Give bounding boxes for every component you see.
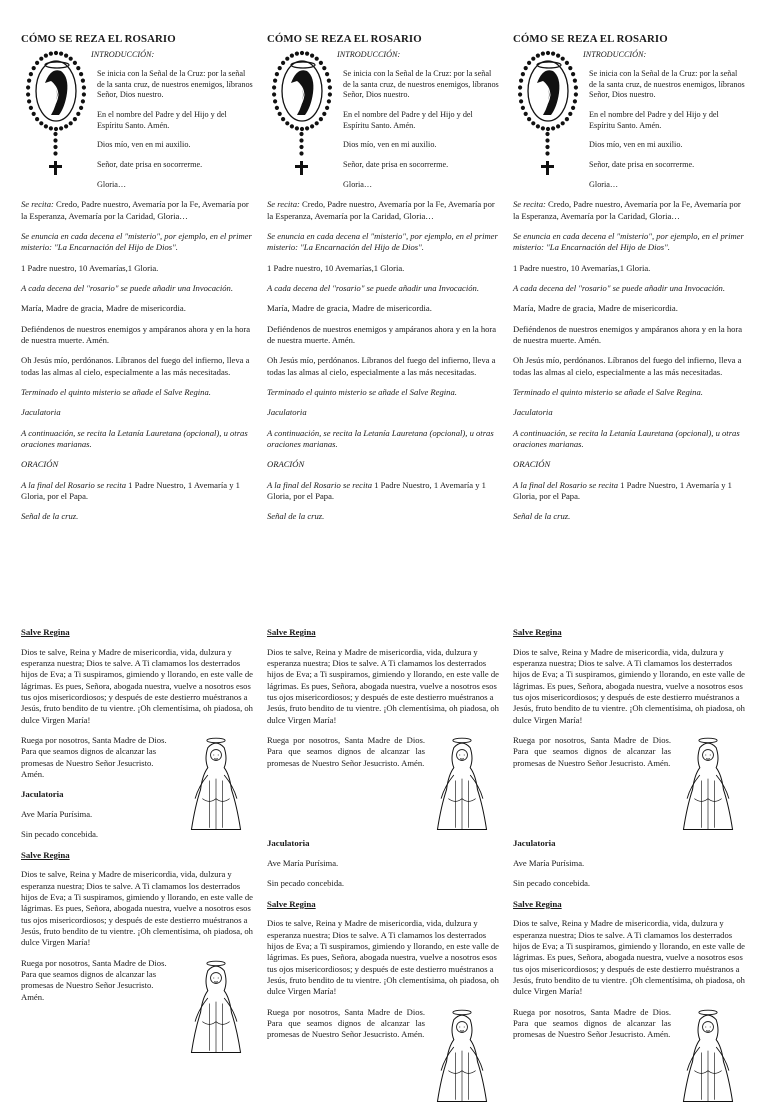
se-enuncia-paragraph: Se enuncia en cada decena el "misterio", por ejemplo, en el primer misterio: "La Encarnación del Hijo de Dios". (513, 230, 744, 253)
virgin-mary-icon (425, 1007, 499, 1107)
se-recita-label: Se recita: (267, 199, 300, 210)
rosary-bead (571, 106, 575, 110)
final-text: 1 Padre Nuestro, 1 Avemaría y 1 Gloria, por el Papa. (267, 479, 486, 501)
rosary-bead (39, 57, 43, 61)
salve-regina-text: Dios te salve, Reina y Madre de misericordia, vida, dulzura y esperanza nuestra; Dios te salve. A Ti clamamos los desterrados hijos de Eva; a Ti suspiramos, gimiendo y llorando, en este valle de lágrimas. Es pues, Señora, abogada nuestra, vuelve a nosotros esos tus ojos misericordiosos; y después de este destierro muéstranos a Jesús, fruto bendito de tu vientre. ¡Oh clementísima, oh piadosa, oh dulce Virgen María! (513, 918, 745, 997)
page-title: CÓMO SE REZA EL ROSARIO (267, 33, 422, 45)
rosary-bead (81, 79, 85, 83)
intro-line: Se inicia con la Señal de la Cruz: por la señal de la santa cruz, de nuestros enemigos, líbranos Señor, Dios nuestro. (97, 68, 253, 100)
jaculatoria-label: Jaculatoria (513, 407, 553, 418)
se-recita-text: Credo, Padre nuestro, Avemaría por la Fe, Avemaría por la Esperanza, Avemaría por la Caridad, Gloria… (267, 199, 495, 221)
rosary-bead (49, 52, 53, 56)
continuacion-paragraph: A continuación, se recita la Letanía Lauretana (opcional), u otras oraciones marianas. (513, 427, 740, 449)
virgin-mary-icon (671, 735, 745, 835)
rosary-bead (536, 125, 540, 129)
rosary-bead (518, 93, 522, 97)
rosary-bead (299, 139, 303, 143)
rosary-bead (556, 54, 560, 58)
rosary-bead (521, 106, 525, 110)
rosary-bead (322, 66, 326, 70)
rosary-bead (322, 112, 326, 116)
rosary-bead (545, 145, 549, 149)
decena-invocation-paragraph: A cada decena del "rosario" se puede añadir una Invocación. (21, 282, 233, 293)
rosary-bead (315, 57, 319, 61)
final-label: A la final del Rosario se recita (21, 479, 127, 490)
rosary-bead (521, 72, 525, 76)
rosary-bead (29, 72, 33, 76)
rosary-bead (545, 152, 549, 156)
rosary-bead (59, 52, 63, 56)
salve-regina-title: Salve Regina (21, 627, 70, 637)
rosary-virgin-icon (21, 49, 91, 179)
padre-nuestro-paragraph: 1 Padre nuestro, 10 Avemarías,1 Gloria. (267, 262, 405, 273)
jaculatoria-heading: Jaculatoria (513, 838, 556, 849)
rosary-bead (310, 125, 314, 129)
salve-regina-title: Salve Regina (513, 627, 562, 637)
mary-slot (179, 735, 253, 838)
rosary-virgin-icon (267, 49, 337, 179)
salve-regina-title: Salve Regina (267, 898, 316, 909)
senal-cruz-paragraph: Señal de la cruz. (267, 511, 325, 522)
virgin-mary-icon (425, 735, 499, 835)
rosary-bead (325, 106, 329, 110)
introduction-text (91, 51, 253, 199)
oracion-heading: ORACIÓN (267, 459, 305, 470)
se-recita-paragraph (267, 199, 499, 222)
senal-cruz-paragraph: Señal de la cruz. (513, 511, 571, 522)
rosary-bead (519, 100, 523, 104)
ruega-text: Ruega por nosotros, Santa Madre de Dios. Para que seamos dignos de alcanzar las promesas de Nuestro Señor Jesucristo. Amén. (21, 957, 167, 1002)
intro-line: Se inicia con la Señal de la Cruz: por la señal de la santa cruz, de nuestros enemigos, líbranos Señor, Dios nuestro. (589, 68, 745, 100)
intro-line: Se inicia con la Señal de la Cruz: por la señal de la santa cruz, de nuestros enemigos, líbranos Señor, Dios nuestro. (343, 68, 499, 100)
rosary-bead (285, 121, 289, 125)
rosary-bead (32, 66, 36, 70)
rosary-bead (541, 52, 545, 56)
salve-regina-column-3 (513, 627, 745, 1110)
rosary-bead (299, 152, 303, 156)
intro-line: En el nombre del Padre y del Hijo y del Espíritu Santo. Amén. (343, 109, 473, 130)
ruega-text-block (513, 735, 671, 778)
rosary-bead (76, 112, 80, 116)
rosary-bead (273, 79, 277, 83)
rosary-bead (27, 100, 31, 104)
maria-madre-paragraph: María, Madre de gracia, Madre de misericordia. (513, 303, 678, 314)
oracion-heading: ORACIÓN (21, 459, 59, 470)
rosary-bead (574, 86, 578, 90)
rosary-bead (278, 112, 282, 116)
decena-invocation-paragraph: A cada decena del "rosario" se puede añadir una Invocación. (513, 282, 725, 293)
rosary-bead (327, 79, 331, 83)
rosary-bead (290, 125, 294, 129)
rosary-bead (295, 52, 299, 56)
rosary-bead (300, 51, 304, 55)
intro-line: Dios mío, ven en mi auxilio. (343, 140, 437, 150)
rosary-bead (568, 66, 572, 70)
rosary-bead (27, 79, 31, 83)
rosary-bead (54, 127, 58, 131)
ruega-block (513, 1007, 745, 1110)
introduction-block (513, 51, 745, 199)
rosary-bead (281, 117, 285, 121)
mary-slot (179, 958, 253, 1061)
ave-maria-purisima: Ave María Purísima. (21, 809, 93, 819)
ruega-text: Ruega por nosotros, Santa Madre de Dios. Para que seamos dignos de alcanzar las promesas de Nuestro Señor Jesucristo. Amén. (513, 735, 671, 768)
oracion-heading: ORACIÓN (513, 459, 551, 470)
introduction-block (21, 51, 253, 199)
rosary-bead (39, 121, 43, 125)
mary-slot (671, 1007, 745, 1110)
rosary-bead (565, 117, 569, 121)
salve-regina-column-1 (21, 627, 253, 1061)
salve-regina-text: Dios te salve, Reina y Madre de misericordia, vida, dulzura y esperanza nuestra; Dios te salve. A Ti clamamos los desterrados hijos de Eva; a Ti suspiramos, gimiendo y llorando, en este valle de lágrimas. Es pues, Señora, abogada nuestra, vuelve a nosotros esos tus ojos misericordiosos; y después de este destierro muéstranos a Jesús, fruto bendito de tu vientre. ¡Oh clementísima, oh piadosa, oh dulce Virgen María! (21, 869, 253, 948)
rosary-bead (545, 132, 549, 136)
intro-line: Señor, date prisa en socorrerme. (589, 159, 695, 169)
terminado-paragraph: Terminado el quinto misterio se añade el Salve Regina. (21, 386, 211, 397)
introduction-text (583, 51, 745, 199)
oh-jesus-paragraph: Oh Jesús mío, perdónanos. Líbranos del fuego del infierno, lleva a todas las almas al cielo, especialmente a las más necesitadas. (513, 355, 742, 377)
introduction-block (267, 51, 499, 199)
rosary-bead (561, 57, 565, 61)
virgin-mary-icon (179, 958, 253, 1058)
mary-slot (425, 735, 499, 838)
jaculatoria-heading: Jaculatoria (267, 838, 310, 849)
salve-regina-text: Dios te salve, Reina y Madre de misericordia, vida, dulzura y esperanza nuestra; Dios te salve. A Ti clamamos los desterrados hijos de Eva; a Ti suspiramos, gimiendo y llorando, en este valle de lágrimas. Es pues, Señora, abogada nuestra, vuelve a nosotros esos tus ojos misericordiosos; y después de este destierro muéstranos a Jesús, fruto bendito de tu vientre. ¡Oh clementísima, oh piadosa, oh dulce Virgen María! (267, 646, 499, 725)
intro-line: Gloria… (97, 179, 127, 189)
rosary-bead (272, 86, 276, 90)
maria-madre-paragraph: María, Madre de gracia, Madre de misericordia. (21, 303, 186, 314)
intro-line: Señor, date prisa en socorrerme. (343, 159, 449, 169)
rosary-bead (295, 127, 299, 131)
rosary-bead (290, 54, 294, 58)
sin-pecado-concebida: Sin pecado concebida. (513, 878, 591, 889)
ave-maria-purisima: Ave María Purísima. (513, 857, 585, 868)
rosary-guide-column-1 (21, 32, 253, 532)
rosary-bead (561, 121, 565, 125)
rosary-bead (556, 125, 560, 129)
rosary-bead (44, 54, 48, 58)
rosary-bead (299, 145, 303, 149)
rosary-bead (273, 100, 277, 104)
ruega-block (513, 735, 745, 838)
rosary-bead (73, 61, 77, 65)
introduction-label: INTRODUCCIÓN: (337, 50, 401, 60)
ruega-block (21, 958, 253, 1061)
decena-invocation-paragraph: A cada decena del "rosario" se puede añadir una Invocación. (267, 282, 479, 293)
rosary-bead (73, 117, 77, 121)
maria-madre-paragraph: María, Madre de gracia, Madre de misericordia. (267, 303, 432, 314)
rosary-bead (281, 61, 285, 65)
rosary-bead (79, 72, 83, 76)
defiendenos-paragraph: Defiéndenos de nuestros enemigos y ampáranos ahora y en la hora de nuestra muerte. Amén. (513, 323, 743, 345)
rosary-bead (568, 112, 572, 116)
rosary-bead (64, 125, 68, 129)
rosary-bead (64, 54, 68, 58)
rosary-bead (35, 117, 39, 121)
rosary-bead (546, 51, 550, 55)
se-recita-label: Se recita: (513, 199, 546, 210)
virgin-mary-icon (671, 1007, 745, 1107)
rosary-bead (546, 127, 550, 131)
rosary-bead (299, 132, 303, 136)
se-recita-text: Credo, Padre nuestro, Avemaría por la Fe, Avemaría por la Esperanza, Avemaría por la Caridad, Gloria… (21, 199, 249, 221)
rosary-bead (285, 57, 289, 61)
mary-slot (671, 735, 745, 838)
rosary-bead (53, 139, 57, 143)
rosary-bead (278, 66, 282, 70)
introduction-label: INTRODUCCIÓN: (91, 50, 155, 60)
rosary-bead (53, 132, 57, 136)
rosary-bead (35, 61, 39, 65)
padre-nuestro-paragraph: 1 Padre nuestro, 10 Avemarías,1 Gloria. (513, 262, 651, 273)
ruega-text-block (21, 958, 179, 1012)
page-title: CÓMO SE REZA EL ROSARIO (513, 33, 668, 45)
rosary-bead (275, 72, 279, 76)
intro-line: En el nombre del Padre y del Hijo y del Espíritu Santo. Amén. (589, 109, 719, 130)
page-title: CÓMO SE REZA EL ROSARIO (21, 33, 176, 45)
salve-regina-title: Salve Regina (513, 898, 562, 909)
mary-slot (425, 1007, 499, 1110)
salve-regina-text: Dios te salve, Reina y Madre de misericordia, vida, dulzura y esperanza nuestra; Dios te salve. A Ti clamamos los desterrados hijos de Eva; a Ti suspiramos, gimiendo y llorando, en este valle de lágrimas. Es pues, Señora, abogada nuestra, vuelve a nosotros esos tus ojos misericordiosos; y después de este destierro muéstranos a Jesús, fruto bendito de tu vientre. ¡Oh clementísima, oh piadosa, oh dulce Virgen María! (21, 646, 253, 725)
rosary-bead (26, 93, 30, 97)
rosary-bead (531, 57, 535, 61)
continuacion-paragraph: A continuación, se recita la Letanía Lauretana (opcional), u otras oraciones marianas. (21, 427, 248, 449)
rosary-bead (527, 61, 531, 65)
rosary-bead (315, 121, 319, 125)
virgin-mary-icon (179, 735, 253, 835)
rosary-bead (44, 125, 48, 129)
rosary-bead (310, 54, 314, 58)
rosary-bead (527, 117, 531, 121)
ruega-text: Ruega por nosotros, Santa Madre de Dios. Para que seamos dignos de alcanzar las promesas de Nuestro Señor Jesucristo. Amén. (513, 1006, 671, 1040)
defiendenos-paragraph: Defiéndenos de nuestros enemigos y ampáranos ahora y en la hora de nuestra muerte. Amén. (267, 323, 497, 345)
ruega-text: Ruega por nosotros, Santa Madre de Dios. Para que seamos dignos de alcanzar las promesas de Nuestro Señor Jesucristo. Amén. (267, 1006, 425, 1040)
rosary-bead (53, 145, 57, 149)
se-recita-label: Se recita: (21, 199, 54, 210)
final-label: A la final del Rosario se recita (267, 479, 373, 490)
intro-line: Señor, date prisa en socorrerme. (97, 159, 203, 169)
salve-regina-title: Salve Regina (21, 849, 70, 860)
sin-pecado-concebida: Sin pecado concebida. (21, 829, 99, 840)
rosary-bead (541, 127, 545, 131)
rosary-bead (54, 51, 58, 55)
rosary-bead (531, 121, 535, 125)
rosary-bead (29, 106, 33, 110)
rosary-bead (69, 121, 73, 125)
rosary-virgin-icon (513, 49, 583, 179)
padre-nuestro-paragraph: 1 Padre nuestro, 10 Avemarías,1 Gloria. (21, 262, 159, 273)
ruega-text-block (267, 1007, 425, 1050)
ruega-block (267, 1007, 499, 1110)
se-recita-text: Credo, Padre nuestro, Avemaría por la Fe, Avemaría por la Esperanza, Avemaría por la Caridad, Gloria… (513, 199, 741, 221)
ruega-text: Ruega por nosotros, Santa Madre de Dios. Para que seamos dignos de alcanzar las promesas de Nuestro Señor Jesucristo. Amén. (21, 735, 167, 780)
rosary-bead (524, 112, 528, 116)
rosary-bead (319, 117, 323, 121)
rosary-bead (328, 93, 332, 97)
rosary-bead (82, 86, 86, 90)
rosary-bead (59, 127, 63, 131)
rosary-bead (536, 54, 540, 58)
ruega-text-block (21, 735, 179, 850)
se-enuncia-paragraph: Se enuncia en cada decena el "misterio", por ejemplo, en el primer misterio: "La Encarnación del Hijo de Dios". (21, 230, 252, 253)
rosary-bead (571, 72, 575, 76)
rosary-bead (82, 93, 86, 97)
final-rosario-paragraph (21, 480, 253, 503)
rosary-bead (275, 106, 279, 110)
final-text: 1 Padre Nuestro, 1 Avemaría y 1 Gloria, por el Papa. (513, 479, 732, 501)
rosary-bead (79, 106, 83, 110)
salve-regina-text: Dios te salve, Reina y Madre de misericordia, vida, dulzura y esperanza nuestra; Dios te salve. A Ti clamamos los desterrados hijos de Eva; a Ti suspiramos, gimiendo y llorando, en este valle de lágrimas. Es pues, Señora, abogada nuestra, vuelve a nosotros esos tus ojos misericordiosos; y después de este destierro muéstranos a Jesús, fruto bendito de tu vientre. ¡Oh clementísima, oh piadosa, oh dulce Virgen María! (267, 918, 499, 997)
ruega-text-block (267, 735, 425, 778)
ruega-block (21, 735, 253, 850)
final-rosario-paragraph (513, 480, 745, 503)
rosary-bead (574, 93, 578, 97)
sin-pecado-concebida: Sin pecado concebida. (267, 878, 345, 889)
rosary-bead (551, 52, 555, 56)
salve-regina-title: Salve Regina (267, 627, 316, 637)
introduction-text (337, 51, 499, 199)
final-label: A la final del Rosario se recita (513, 479, 619, 490)
rosary-bead (319, 61, 323, 65)
ruega-text-block (513, 1007, 671, 1050)
introduction-label: INTRODUCCIÓN: (583, 50, 647, 60)
rosary-bead (76, 66, 80, 70)
rosary-bead (551, 127, 555, 131)
jaculatoria-label: Jaculatoria (21, 407, 61, 418)
rosary-bead (573, 100, 577, 104)
jaculatoria-heading: Jaculatoria (21, 789, 64, 800)
intro-line: Dios mío, ven en mi auxilio. (97, 140, 191, 150)
rosary-bead (519, 79, 523, 83)
terminado-paragraph: Terminado el quinto misterio se añade el Salve Regina. (267, 386, 457, 397)
rosary-guide-column-2 (267, 32, 499, 532)
final-text: 1 Padre Nuestro, 1 Avemaría y 1 Gloria, por el Papa. (21, 479, 240, 501)
rosary-bead (325, 72, 329, 76)
rosary-bead (69, 57, 73, 61)
se-recita-paragraph (513, 199, 745, 222)
intro-line: Dios mío, ven en mi auxilio. (589, 140, 683, 150)
rosary-bead (305, 52, 309, 56)
rosary-bead (518, 86, 522, 90)
salve-regina-column-2 (267, 627, 499, 1110)
terminado-paragraph: Terminado el quinto misterio se añade el Salve Regina. (513, 386, 703, 397)
rosary-bead (300, 127, 304, 131)
rosary-bead (573, 79, 577, 83)
defiendenos-paragraph: Defiéndenos de nuestros enemigos y ampáranos ahora y en la hora de nuestra muerte. Amén. (21, 323, 251, 345)
rosary-bead (81, 100, 85, 104)
senal-cruz-paragraph: Señal de la cruz. (21, 511, 79, 522)
rosary-bead (327, 100, 331, 104)
continuacion-paragraph: A continuación, se recita la Letanía Lauretana (opcional), u otras oraciones marianas. (267, 427, 494, 449)
intro-line: Gloria… (343, 179, 373, 189)
salve-regina-text: Dios te salve, Reina y Madre de misericordia, vida, dulzura y esperanza nuestra; Dios te salve. A Ti clamamos los desterrados hijos de Eva; a Ti suspiramos, gimiendo y llorando, en este valle de lágrimas. Es pues, Señora, abogada nuestra, vuelve a nosotros esos tus ojos misericordiosos; y después de este destierro muéstranos a Jesús, fruto bendito de tu vientre. ¡Oh clementísima, oh piadosa, oh dulce Virgen María! (513, 646, 745, 725)
jaculatoria-label: Jaculatoria (267, 407, 307, 418)
oh-jesus-paragraph: Oh Jesús mío, perdónanos. Líbranos del fuego del infierno, lleva a todas las almas al cielo, especialmente a las más necesitadas. (267, 355, 496, 377)
ave-maria-purisima: Ave María Purísima. (267, 857, 339, 868)
rosary-bead (524, 66, 528, 70)
rosary-bead (49, 127, 53, 131)
rosary-bead (305, 127, 309, 131)
rosary-bead (26, 86, 30, 90)
ruega-text: Ruega por nosotros, Santa Madre de Dios. Para que seamos dignos de alcanzar las promesas de Nuestro Señor Jesucristo. Amén. (267, 735, 425, 768)
intro-line: Gloria… (589, 179, 619, 189)
final-rosario-paragraph (267, 480, 499, 503)
oh-jesus-paragraph: Oh Jesús mío, perdónanos. Líbranos del fuego del infierno, lleva a todas las almas al cielo, especialmente a las más necesitadas. (21, 355, 250, 377)
rosary-bead (545, 139, 549, 143)
rosary-bead (328, 86, 332, 90)
rosary-bead (32, 112, 36, 116)
se-enuncia-paragraph: Se enuncia en cada decena el "misterio", por ejemplo, en el primer misterio: "La Encarnación del Hijo de Dios". (267, 230, 498, 253)
se-recita-paragraph (21, 199, 253, 222)
rosary-guide-column-3 (513, 32, 745, 532)
intro-line: En el nombre del Padre y del Hijo y del Espíritu Santo. Amén. (97, 109, 227, 130)
ruega-block (267, 735, 499, 838)
rosary-bead (272, 93, 276, 97)
rosary-bead (53, 152, 57, 156)
rosary-bead (565, 61, 569, 65)
